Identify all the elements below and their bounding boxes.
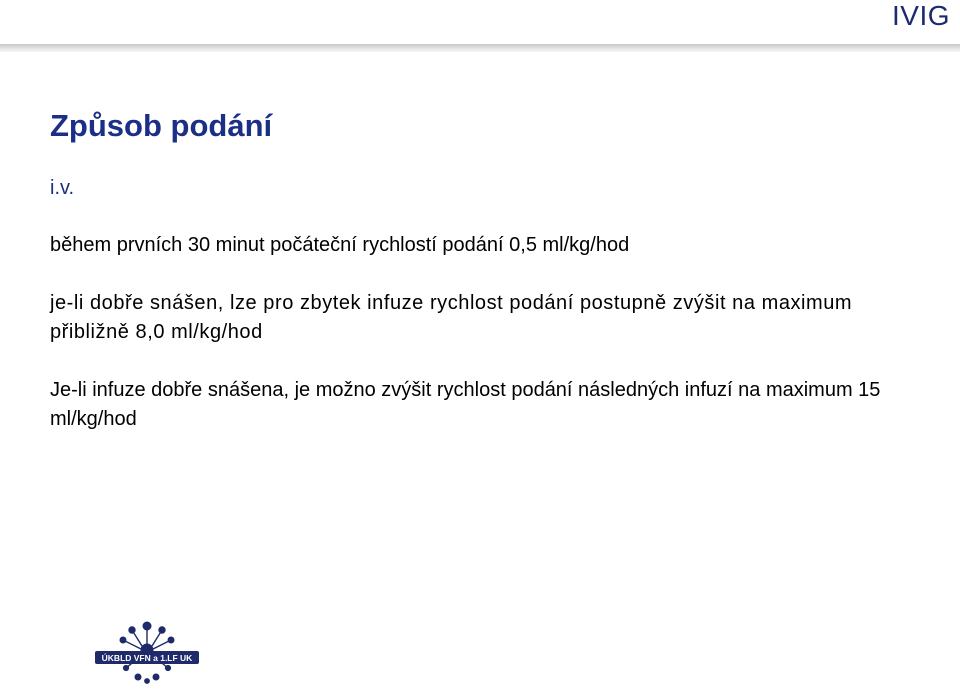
paragraph-subsequent-infusions: Je-li infuze dobře snášena, je možno zvýšit rychlost podání následných infuzí na maximum 15 ml/kg/hod bbox=[50, 379, 881, 430]
molecule-logo-icon bbox=[92, 620, 202, 685]
slide-tag: IVIG bbox=[891, 0, 950, 31]
paragraph-initial-rate: během prvních 30 minut počáteční rychlostí podání 0,5 ml/kg/hod bbox=[50, 234, 630, 256]
paragraph-increase-rate: je-li dobře snášen, lze pro zbytek infuze rychlost podání postupně zvýšit na maximum přibližně 8,0 ml/kg/hod bbox=[50, 292, 853, 343]
institution-logo bbox=[92, 620, 202, 685]
administration-route: i.v. bbox=[50, 177, 75, 199]
slide-title: Způsob podání bbox=[50, 108, 273, 143]
logo-text: ÚKBLD VFN a 1.LF UK bbox=[101, 653, 193, 663]
header-divider bbox=[0, 44, 960, 52]
